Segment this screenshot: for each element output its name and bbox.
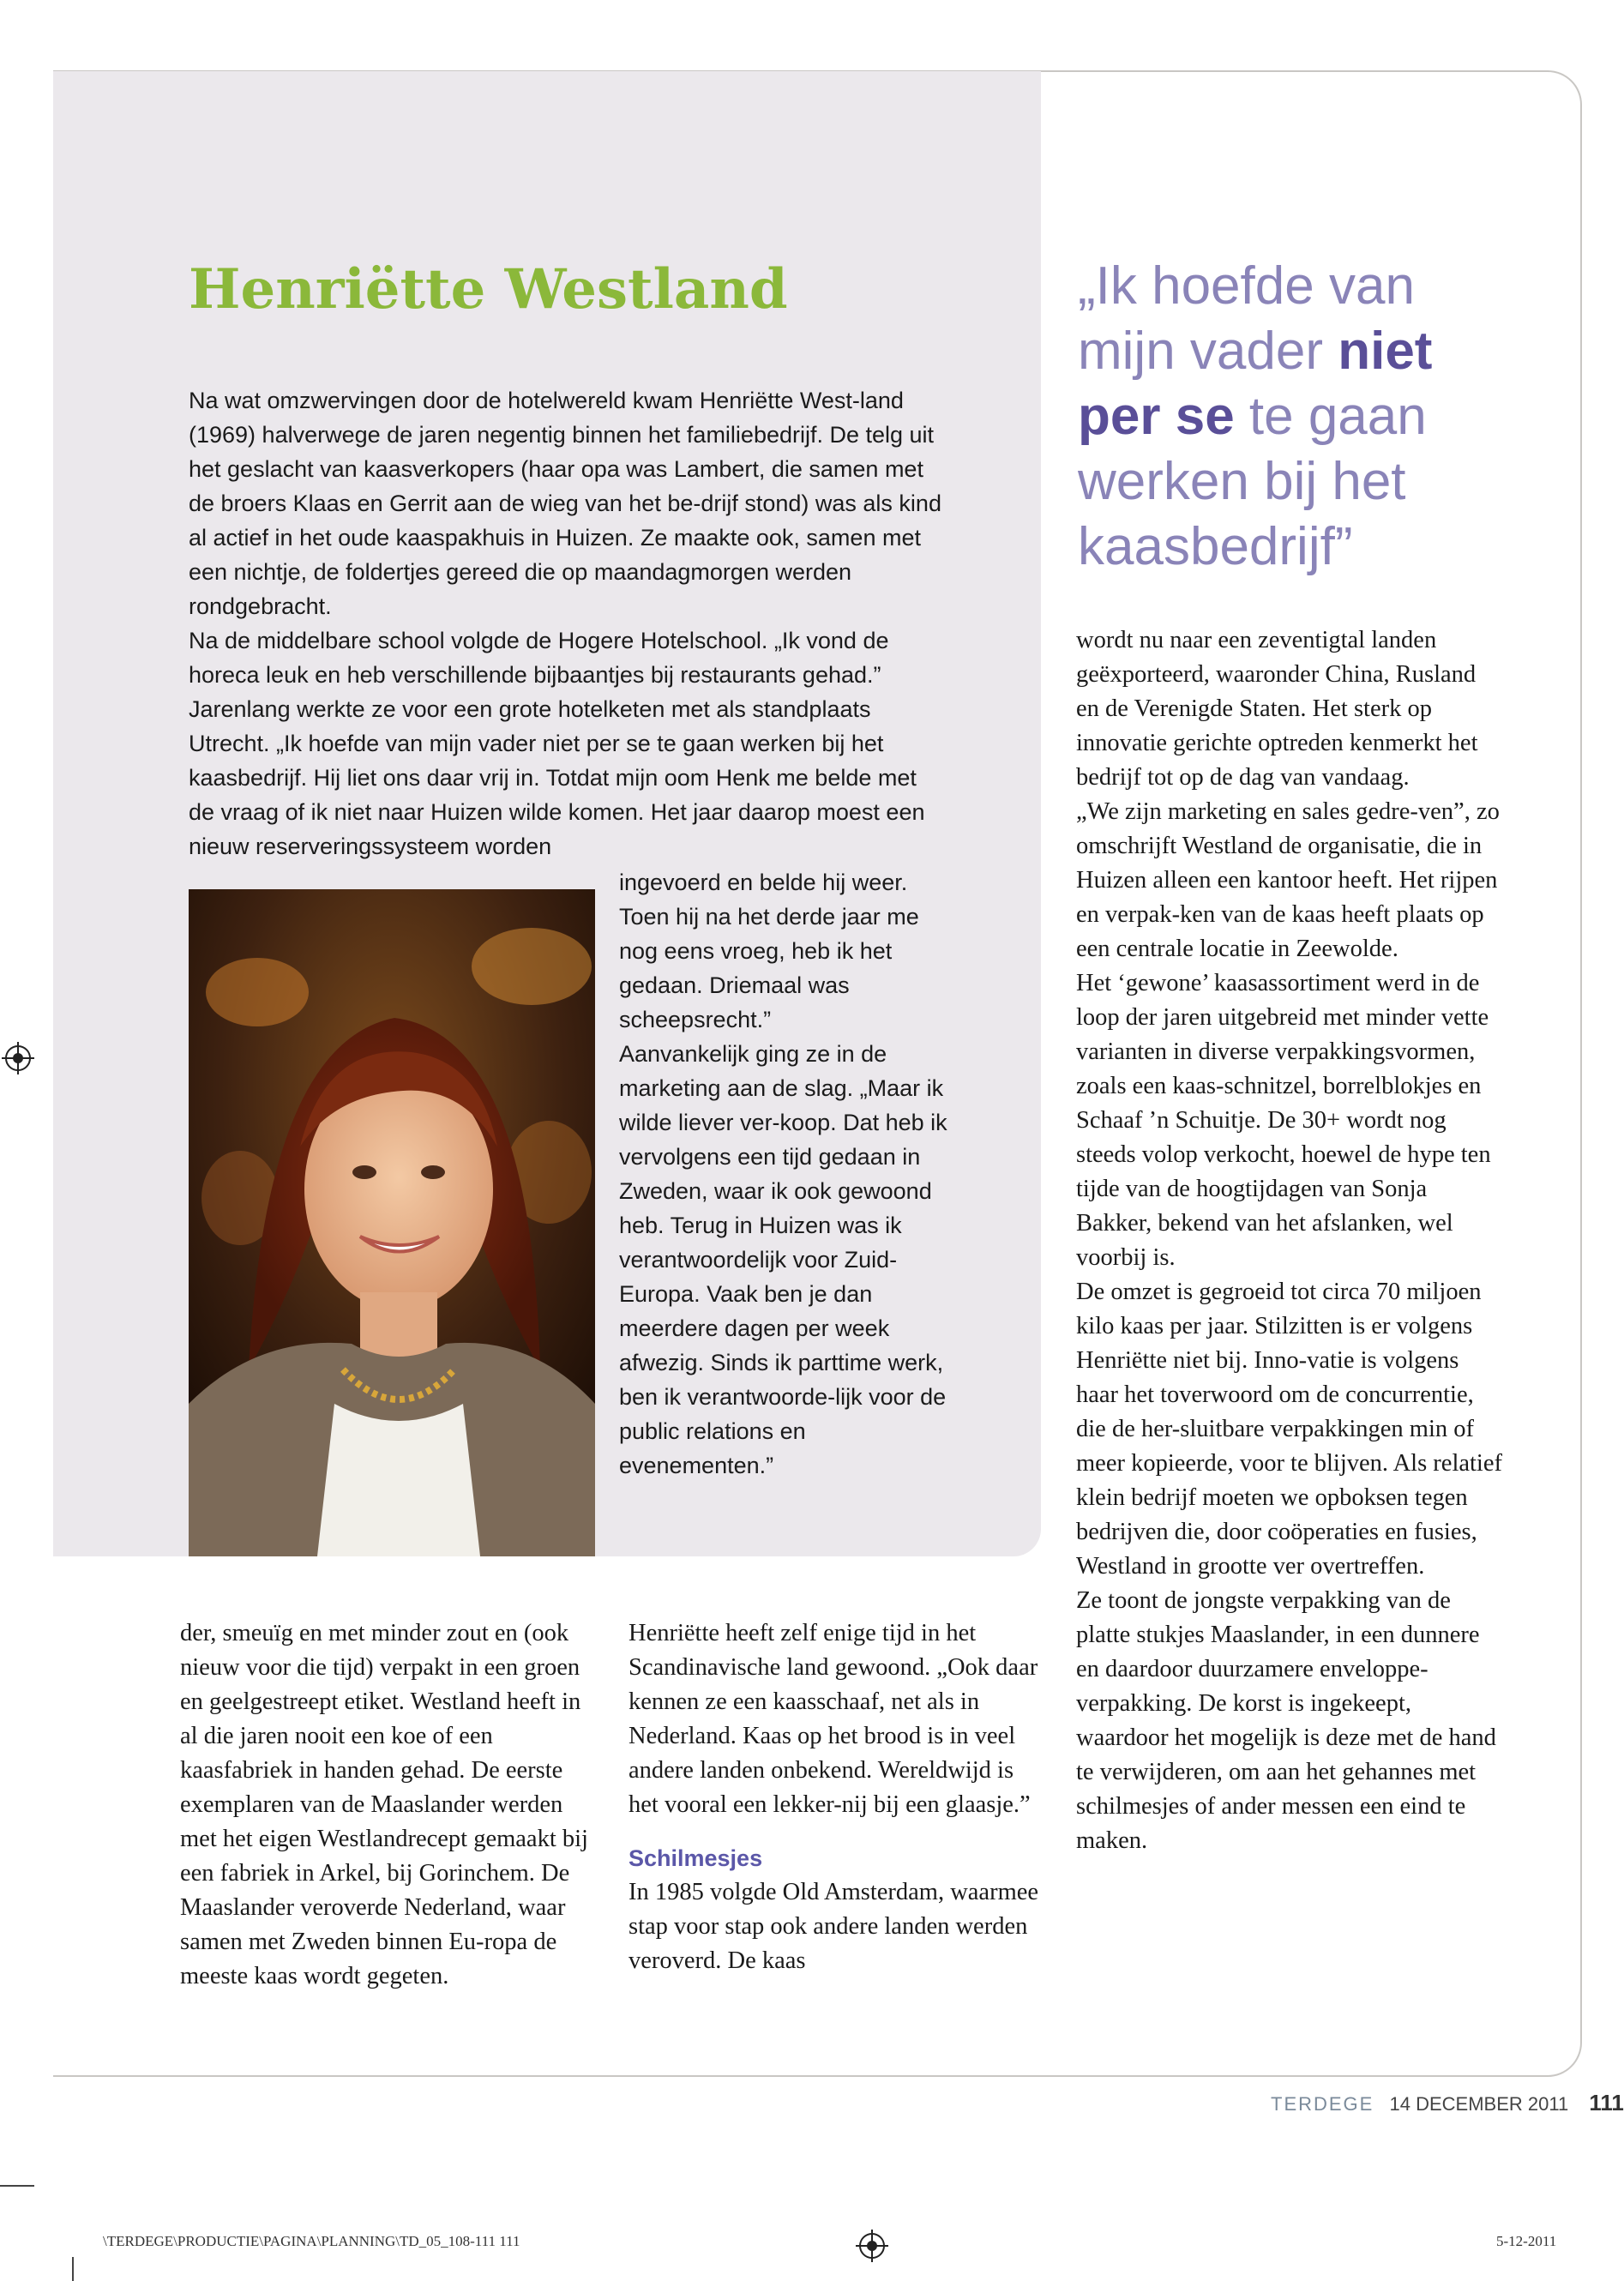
print-slug-date: 5-12-2011 <box>1496 2233 1557 2249</box>
body-paragraph: In 1985 volgde Old Amsterdam, waarmee stap voor stap ook andere landen werden veroverd. De kaas <box>629 1879 1039 1974</box>
portrait-illustration <box>189 889 595 1556</box>
subheading: Schilmesjes <box>629 1845 763 1871</box>
body-paragraph: Ze toont de jongste verpakking van de platte stukjes Maaslander, in een dunnere en daardoor duurzamere enveloppe-verpakking. De korst is ingekeept, waardoor het mogelijk is deze met de hand te verwijderen, om aan het gehannes met schilmesjes of ander messen een eind te maken. <box>1076 1587 1496 1854</box>
intro-text <box>189 383 943 864</box>
pull-quote <box>1078 254 1524 580</box>
body-paragraph: „We zijn marketing en sales gedre-ven”, zo omschrijft Westland de organisatie, die in Huizen alleen een kantoor heeft. Het rijpen en verpak-ken van de kaas heeft plaats op een centrale locatie in Zeewolde. <box>1076 798 1500 962</box>
page-footer <box>1271 2090 1624 2116</box>
intro-paragraph: Na de middelbare school volgde de Hogere Hotelschool. „Ik vond de horeca leuk en heb verschillende bijbaantjes bij restaurants gehad.” Jarenlang werkte ze voor een grote hotelketen met als standplaats Utrecht. „Ik hoefde van mijn vader niet per se te gaan werken bij het kaasbedrijf. Hij liet ons daar vrij in. Totdat mijn oom Henk me belde met de vraag of ik niet naar Huizen wilde komen. Het jaar daarop moest een nieuw reserveringssysteem worden <box>189 628 925 859</box>
crop-mark <box>72 2257 74 2281</box>
body-paragraph: Het ‘gewone’ kaasassortiment werd in de loop der jaren uitgebreid met minder vette varianten in diverse verpakkingsvormen, zoals een kaas-schnitzel, borrelblokjes en Schaaf ’n Schuitje. De 30+ wordt nog steeds volop verkocht, hoewel de hype ten tijde van de hoogtijdagen van Sonja Bakker, bekend van het afslanken, wel voorbij is. <box>1076 970 1491 1271</box>
portrait-photo <box>189 889 595 1556</box>
registration-mark-icon <box>859 2233 885 2259</box>
magazine-name: TERDEGE <box>1271 2093 1374 2115</box>
quote-part: te gaan werken bij het kaasbedrijf” <box>1078 387 1427 576</box>
body-paragraph: Henriëtte heeft zelf enige tijd in het Scandinavische land gewoond. „Ook daar kennen ze een kaasschaaf, net als in Nederland. Kaas op het brood is in veel andere landen onbekend. Wereldwijd is het vooral een lekker-nij bij een glaasje.” <box>629 1620 1038 1818</box>
column-3 <box>1076 623 1505 1858</box>
intro-paragraph: ingevoerd en belde hij weer. Toen hij na het derde jaar me nog eens vroeg, heb ik het gedaan. Driemaal was scheepsrecht.” <box>619 870 919 1032</box>
registration-mark-icon <box>5 1045 31 1071</box>
quote-part: „Ik hoefde van mijn vader <box>1078 256 1415 381</box>
print-slug-path: \TERDEGE\PRODUCTIE\PAGINA\PLANNING\TD_05_108-111 111 <box>103 2233 520 2249</box>
crop-mark <box>0 2185 34 2187</box>
intro-paragraph: Aanvankelijk ging ze in de marketing aan de slag. „Maar ik wilde liever ver-koop. Dat heb ik vervolgens een tijd gedaan in Zweden, waar ik ook gewoond heb. Terug in Huizen was ik verantwoordelijk voor Zuid-Europa. Vaak ben je dan meerdere dagen per week afwezig. Sinds ik parttime werk, ben ik verantwoorde-lijk voor de public relations en evenementen.” <box>619 1041 947 1478</box>
intro-paragraph: Na wat omzwervingen door de hotelwereld kwam Henriëtte West-land (1969) halverwege de jaren negentig binnen het familiebedrijf. De telg uit het geslacht van kaasverkopers (haar opa was Lambert, die samen met de broers Klaas en Gerrit aan de wieg van het be-drijf stond) was als kind al actief in het oude kaaspakhuis in Huizen. Ze maakte ook, samen met een nichtje, de foldertjes gereed die op maandagmorgen werden rondgebracht. <box>189 388 941 619</box>
quote-emphasis: niet per se <box>1078 322 1433 446</box>
intro-continued-text <box>619 865 962 1483</box>
issue-date: 14 DECEMBER 2011 <box>1389 2093 1569 2115</box>
body-paragraph: der, smeuïg en met minder zout en (ook nieuw voor die tijd) verpakt in een groen en geelgestreept etiket. Westland heeft in al die jaren nooit een koe of een kaasfabriek in handen gehad. De eerste exemplaren van de Maaslander werden met het eigen Westlandrecept gemaakt bij een fabriek in Arkel, bij Gorinchem. De Maaslander veroverde Nederland, waar samen met Zweden binnen Eu-ropa de meeste kaas wordt gegeten. <box>180 1620 588 1989</box>
column-1 <box>180 1616 600 1994</box>
article-title: Henriëtte Westland <box>189 257 788 322</box>
body-paragraph: wordt nu naar een zeventigtal landen geëxporteerd, waaronder China, Rusland en de Verenigde Staten. Het sterk op innovatie gerichte optreden kenmerkt het bedrijf tot op de dag van vandaag. <box>1076 627 1478 791</box>
column-2 <box>629 1616 1040 1978</box>
page-number: 111 <box>1589 2090 1624 2115</box>
body-paragraph: De omzet is gegroeid tot circa 70 miljoen kilo kaas per jaar. Stilzitten is er volgens Henriëtte niet bij. Inno-vatie is volgens haar het toverwoord om de concurrentie, die de her-sluitbare verpakkingen min of meer kopieerde, voor te blijven. Als relatief klein bedrijf moeten we opboksen tegen bedrijven die, door coöperaties en fusies, Westland in grootte ver overtreffen. <box>1076 1279 1502 1580</box>
